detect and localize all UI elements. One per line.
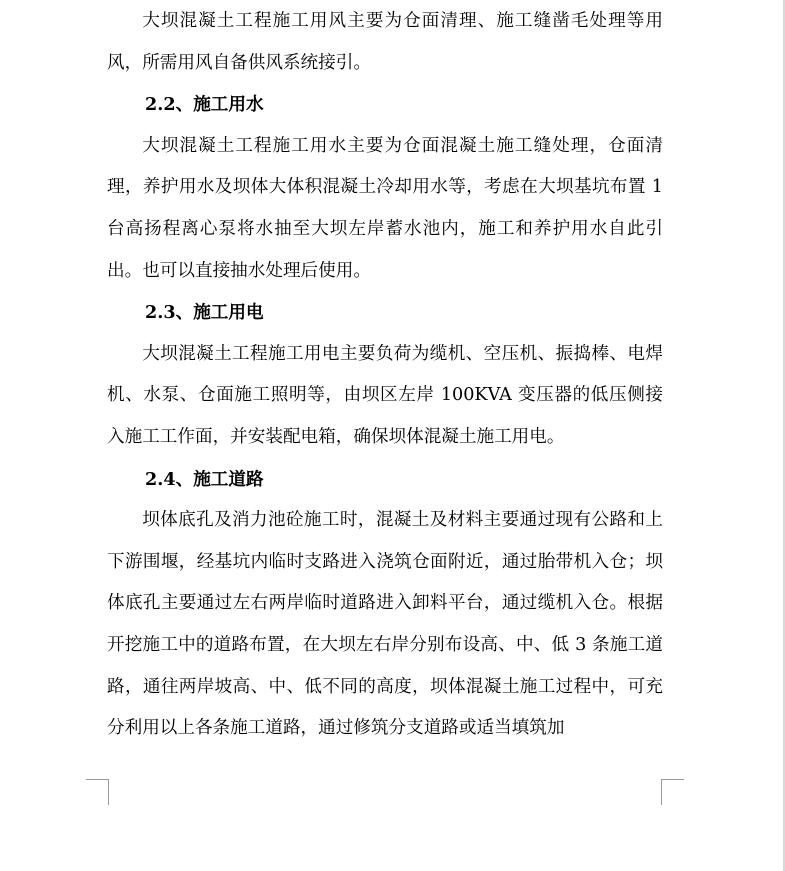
heading-construction-power: 2.3、施工用电 — [145, 302, 264, 324]
paragraph-roads: 坝体底孔及消力池砼施工时，混凝土及材料主要通过现有公路和上下游围堰，经基坑内临时支路进入浇筑仓面附近，通过胎带机入仓；坝体底孔主要通过左右两岸临时道路进入卸料平台，通过缆机入仓。根据开挖施工中的道路布置，在大坝左右岸分别布设高、中、低 3 条施工道路，通往两岸坡高、中、低不同的高度，坝体混凝土施工过程中，可充分利用以上各条施工道路，通过修筑分支道路或适当填筑加 — [107, 510, 663, 739]
paragraph-power: 大坝混凝土工程施工用电主要负荷为缆机、空压机、振捣棒、电焊机、水泵、仓面施工照明等，由坝区左岸 100KVA 变压器的低压侧接入施工工作面，并安装配电箱，确保坝体混凝土施工用电。 — [107, 343, 663, 447]
page-margin-corner-left — [86, 779, 109, 805]
paragraph-water: 大坝混凝土工程施工用水主要为仓面混凝土施工缝处理，仓面清理，养护用水及坝体大体积混凝土冷却用水等，考虑在大坝基坑布置 1 台高扬程离心泵将水抽至大坝左岸蓄水池内，施工和养护用水自此引出。也可以直接抽水处理后使用。 — [107, 135, 663, 281]
heading-construction-roads: 2.4、施工道路 — [145, 468, 264, 490]
page-margin-corner-right — [661, 779, 684, 805]
heading-construction-water: 2.2、施工用水 — [145, 94, 264, 116]
paragraph-ventilation: 大坝混凝土工程施工用风主要为仓面清理、施工缝凿毛处理等用风，所需用风自备供风系统接引。 — [107, 11, 663, 73]
document-body — [107, 0, 663, 750]
